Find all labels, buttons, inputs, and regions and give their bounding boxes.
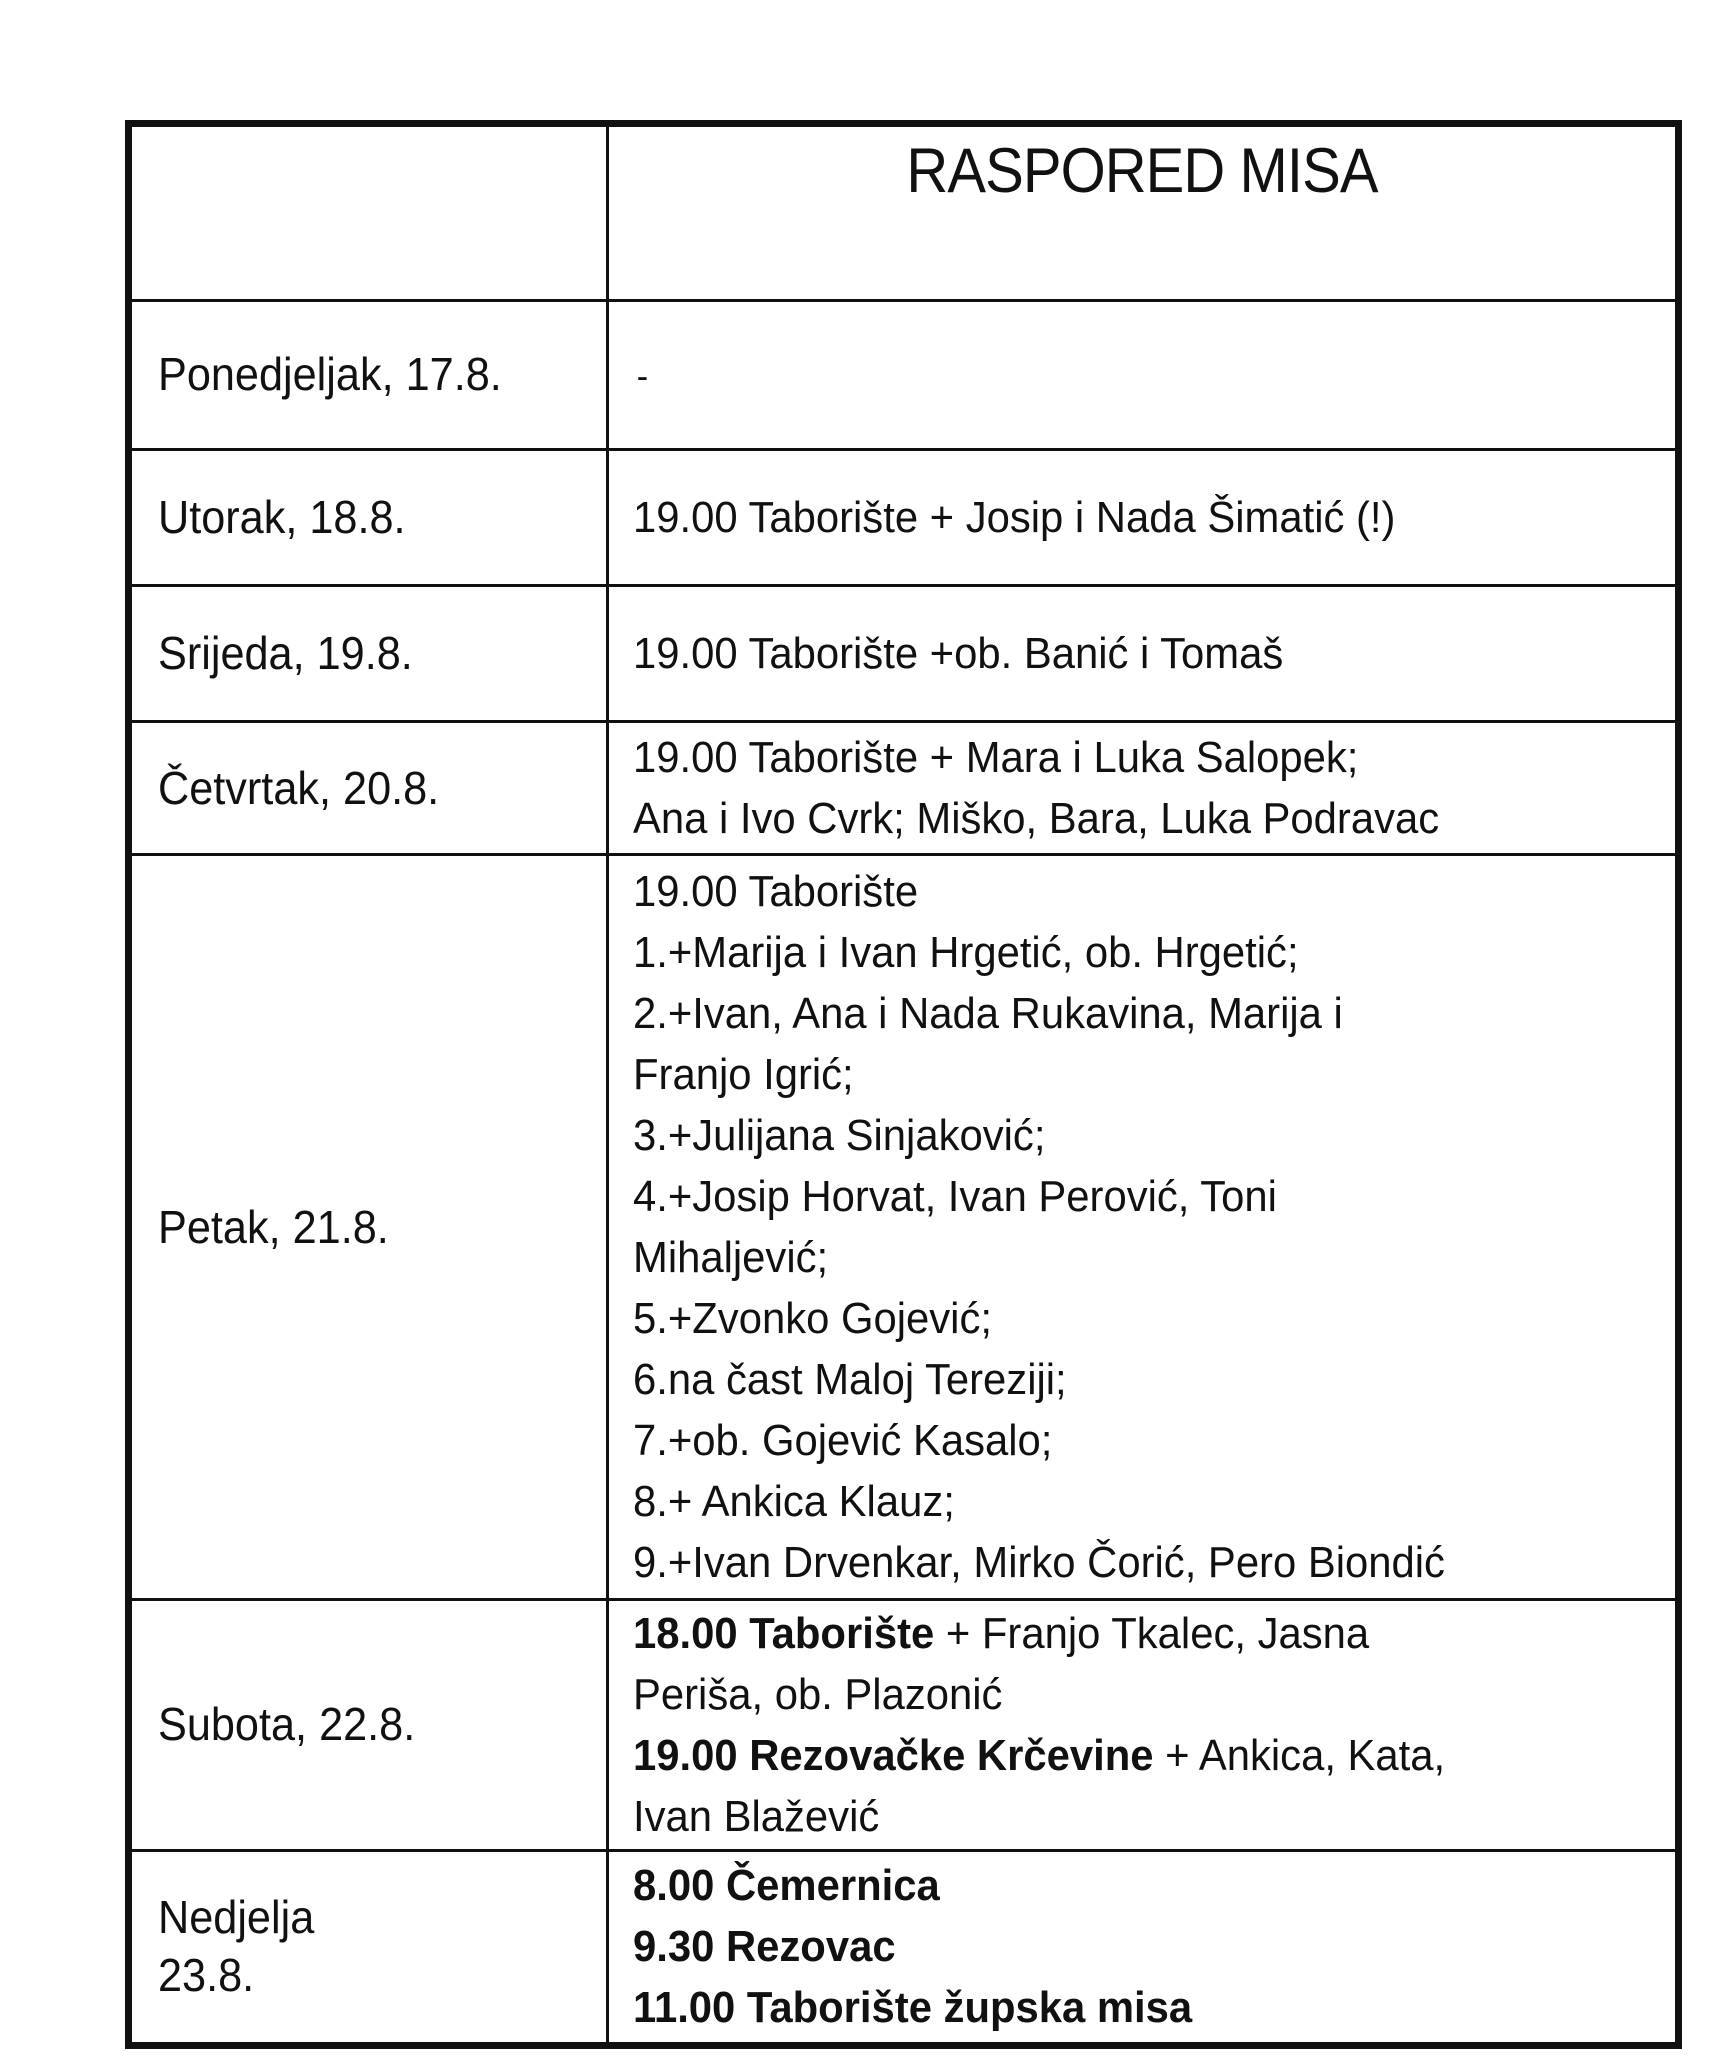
mass-line	[633, 1725, 1623, 1786]
day-label: Srijeda, 19.8.	[158, 626, 413, 679]
day-cell	[131, 855, 608, 1600]
day-label: Petak, 21.8.	[158, 1200, 389, 1253]
schedule-sheet	[125, 120, 1682, 2049]
mass-line: Ivan Blažević	[633, 1791, 880, 1841]
day-label: Četvrtak, 20.8.	[158, 761, 440, 814]
mass-line: 11.00 Taborište župska misa	[633, 1983, 1193, 2033]
mass-line: 7.+ob. Gojević Kasalo;	[633, 1416, 1053, 1466]
table-row	[131, 1850, 1677, 2043]
header-title-cell	[608, 126, 1677, 301]
table-row	[131, 722, 1677, 855]
mass-schedule-table	[129, 124, 1678, 2045]
day-cell	[131, 449, 608, 585]
mass-time-place: 18.00 Taborište	[633, 1608, 935, 1658]
mass-line: 9.+Ivan Drvenkar, Mirko Čorić, Pero Biondić	[633, 1538, 1445, 1588]
mass-line: Franjo Igrić;	[633, 1050, 854, 1100]
day-cell	[131, 722, 608, 855]
mass-line: 6.na čast Maloj Tereziji;	[633, 1355, 1067, 1405]
mass-line: 4.+Josip Horvat, Ivan Perović, Toni	[633, 1172, 1277, 1222]
mass-line	[633, 1603, 1623, 1664]
day-label: Subota, 22.8.	[158, 1698, 416, 1751]
day-label: Utorak, 18.8.	[158, 490, 406, 543]
mass-cell	[608, 722, 1677, 855]
day-label: Ponedjeljak, 17.8.	[158, 348, 502, 401]
mass-line: 19.00 Taborište + Josip i Nada Šimatić (!)	[633, 492, 1396, 542]
mass-cell	[608, 1850, 1677, 2043]
header-empty-cell	[131, 126, 608, 301]
mass-intention: + Ankica, Kata,	[1153, 1730, 1446, 1780]
mass-line: 5.+Zvonko Gojević;	[633, 1294, 992, 1344]
mass-line: 8.00 Čemernica	[633, 1861, 940, 1911]
mass-line: Mihaljević;	[633, 1233, 829, 1283]
table-row	[131, 585, 1677, 721]
mass-line: Periša, ob. Plazonić	[633, 1669, 1003, 1719]
mass-line: 1.+Marija i Ivan Hrgetić, ob. Hrgetić;	[633, 928, 1299, 978]
mass-cell	[608, 855, 1677, 1600]
page-title: RASPORED MISA	[906, 136, 1378, 206]
table-header-row	[131, 126, 1677, 301]
mass-line: 3.+Julijana Sinjaković;	[633, 1111, 1046, 1161]
day-label: Nedjelja	[158, 1891, 315, 1944]
mass-line: -	[636, 354, 649, 396]
day-cell	[131, 1600, 608, 1851]
mass-line: 19.00 Taborište +ob. Banić i Tomaš	[633, 629, 1284, 679]
mass-cell	[608, 585, 1677, 721]
mass-line: 9.30 Rezovac	[633, 1922, 896, 1972]
mass-cell	[608, 1600, 1677, 1851]
table-row	[131, 301, 1677, 449]
mass-line: 19.00 Taborište + Mara i Luka Salopek;	[633, 733, 1359, 783]
mass-cell	[608, 449, 1677, 585]
table-row	[131, 449, 1677, 585]
mass-time-place: 19.00 Rezovačke Krčevine	[633, 1730, 1154, 1780]
mass-line: 2.+Ivan, Ana i Nada Rukavina, Marija i	[633, 989, 1343, 1039]
mass-intention: + Franjo Tkalec, Jasna	[934, 1608, 1370, 1658]
mass-line: 8.+ Ankica Klauz;	[633, 1477, 955, 1527]
day-date: 23.8.	[158, 1948, 255, 2001]
table-row	[131, 855, 1677, 1600]
day-cell	[131, 301, 608, 449]
mass-line: 19.00 Taborište	[633, 867, 919, 917]
day-cell	[131, 1850, 608, 2043]
day-cell	[131, 585, 608, 721]
table-row	[131, 1600, 1677, 1851]
mass-cell	[608, 301, 1677, 449]
mass-line: Ana i Ivo Cvrk; Miško, Bara, Luka Podravac	[633, 794, 1440, 844]
